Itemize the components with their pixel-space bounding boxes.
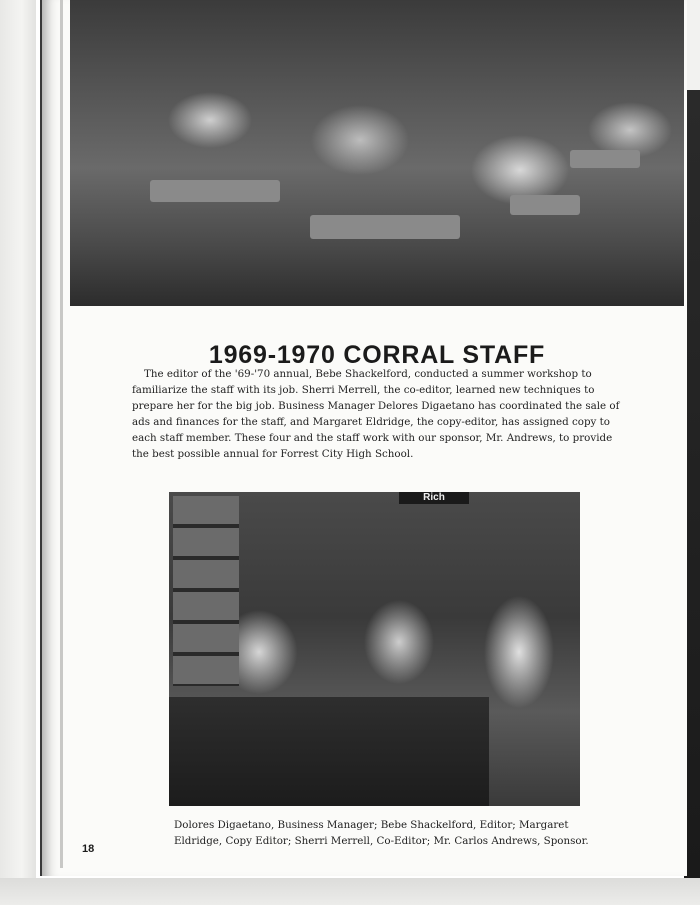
- page-title: 1969-1970 CORRAL STAFF: [208, 340, 546, 369]
- page-margin-line: [60, 0, 63, 868]
- scan-background-left: [0, 0, 36, 905]
- staff-group-photo: [70, 0, 684, 306]
- article-body: [132, 366, 632, 462]
- desk: [570, 150, 640, 168]
- wall-sign: Rich: [399, 492, 469, 504]
- desk: [510, 195, 580, 215]
- desk: [169, 697, 489, 806]
- desk: [150, 180, 280, 202]
- desk: [310, 215, 460, 239]
- article-paragraph: The editor of the '69-'70 annual, Bebe Shackelford, conducted a summer workshop to familiarize the staff with its job. Sherri Merrell, the co-editor, learned new techniques to prepare her for the big job. Business Manager Delores Digaetano has coordinated the sale of ads and finances for the staff, and Margaret Eldridge, the copy-editor, has assigned copy to each staff member. These four and the staff work with our sponsor, Mr. Andrews, to provide the best possible annual for Forrest City High School.: [132, 368, 620, 460]
- editors-sponsor-photo: [169, 492, 580, 806]
- photo-caption: Dolores Digaetano, Business Manager; Bebe Shackelford, Editor; Margaret Eldridge, Copy Editor; Sherri Merrell, Co-Editor; Mr. Carlos Andrews, Sponsor.: [174, 819, 589, 847]
- page-number: 18: [82, 843, 95, 855]
- scan-background-bottom: [0, 878, 700, 905]
- bookshelf: [173, 496, 239, 686]
